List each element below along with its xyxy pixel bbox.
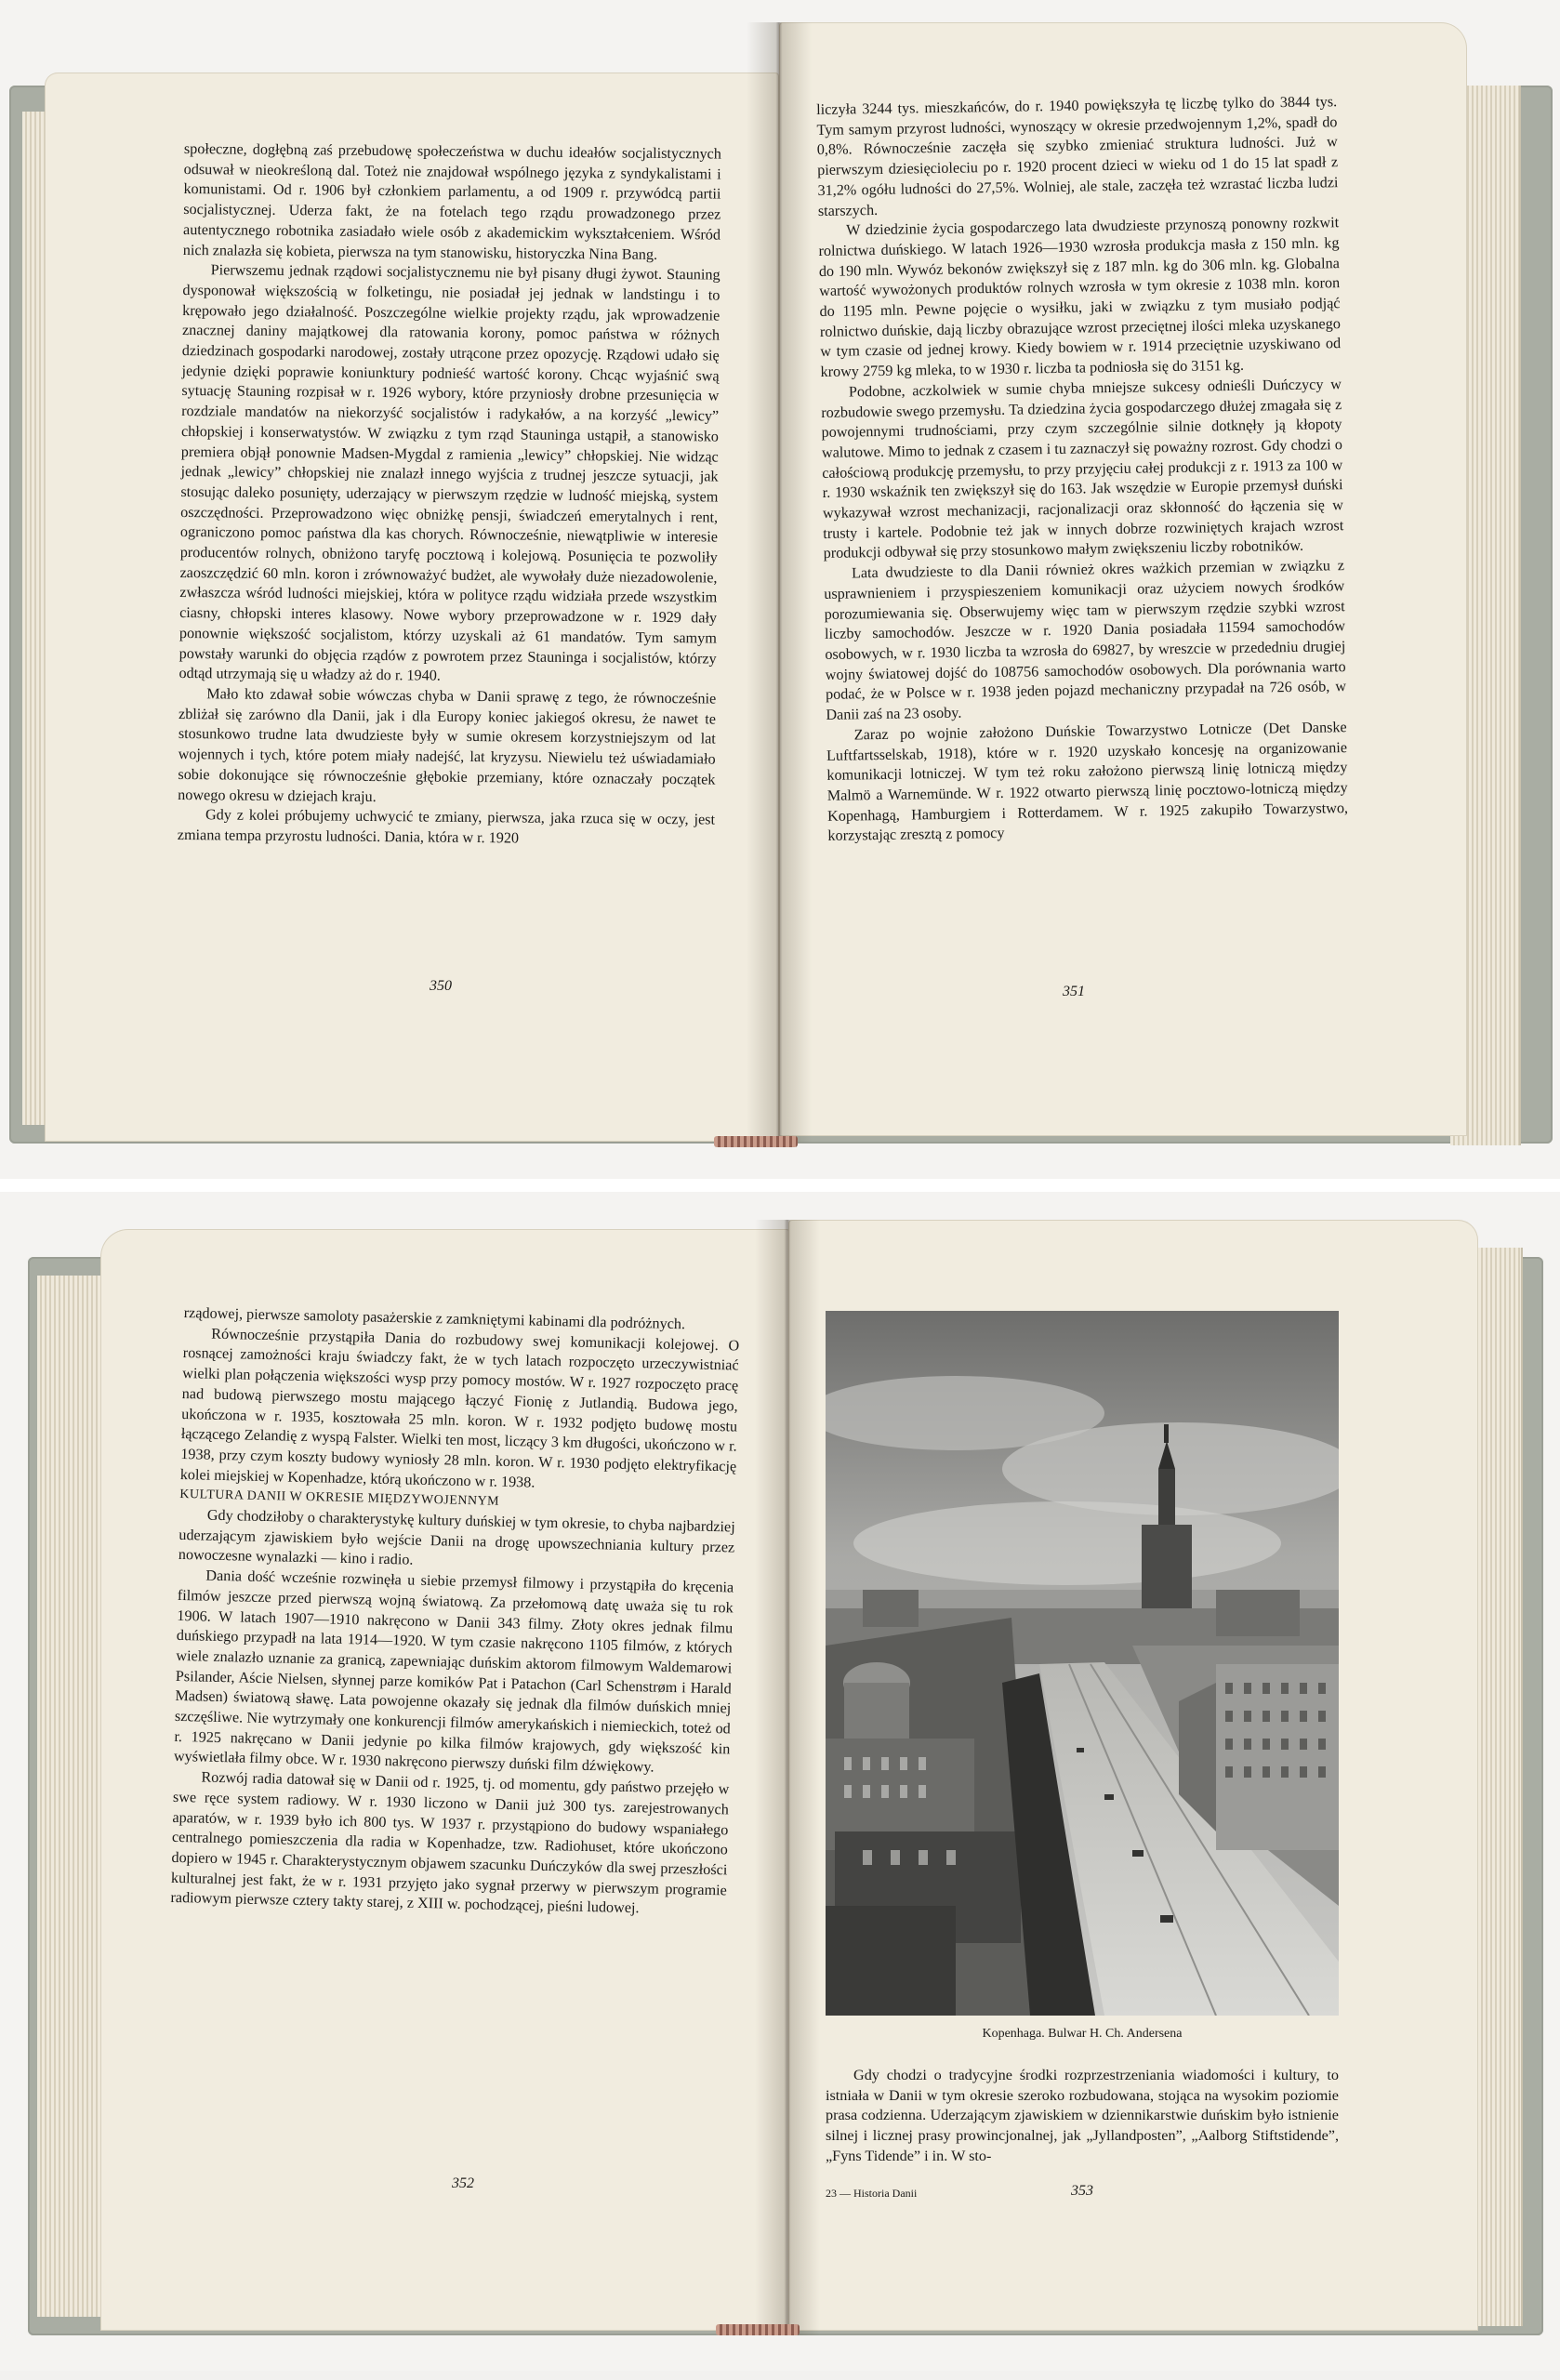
- section-heading: KULTURA DANII W OKRESIE MIĘDZYWOJENNYM: [179, 1488, 500, 1510]
- paragraph: Równocześnie przystąpiła Dania do rozbudowy swej komunikacji kolejowej. O rosnącej zamożności kraju świadczy fakt, że w tych latach rozpoczęto urzeczywistniać wielki plan połączenia większości wysp przy pomocy mostów. W r. 1927 rozpoczęto pracę nad budową pierwszego mostu mającego łączyć Fionię z Jutlandią. Budowa jego, ukończona w r. 1935, kosztowała 25 mln. koron. W r. 1932 podjęto budowę mostu łączącego Zelandię z wyspą Falster. Wielki ten most, liczący 3 km długości, ukończono w r. 1938, przy czym koszty budowy wyniosły 28 mln. koron. W r. 1930 podjęto elektryfikację kolei miejskiej w Kopenhadze, którą ukończono w r. 1938.: [179, 1325, 740, 1491]
- paragraph: Podobne, aczkolwiek w sumie chyba mniejsze sukcesy odnieśli Duńczycy w rozbudowie swego przemysłu. Ta dziedzina życia gospodarczego dłużej zmagała się z powojennymi trudnościami, przy czym szczególnie silnie dotknęły ją kłopoty walutowe. Mimo to jednak z czasem i tu zaznaczył się poważny rozrost. Gdy chodzi o całościową produkcję przemysłu, to przy przyjęciu całej produkcji z r. 1913 za 100 w r. 1930 wskaźnik ten zwiększył się do 163. Jak wszędzie w Europie przemysł duński wykazywał wzrost mechanizacji, racjonalizacji oraz skłonność do łączenia się w trusty i kartele. Podobnie też jak w innych dobrze rozwiniętych krajach wzrost produkcji odbywał się przy stosunkowo małym zwiększeniu liczby robotników.: [821, 376, 1344, 562]
- paragraph: Dania dość wcześnie rozwinęła u siebie przemysł filmowy i przystąpiła do kręcenia filmów jeszcze przed pierwszą wojną światową. Za przełomową datę uważa się tu rok 1906. W latach 1907—1910 nakręcono w Danii 343 filmy. Złoty okres jednak filmu duńskiego przypadł na lata 1914—1920. W tym czasie nakręcono 1105 filmów, z których wiele znalazło uznanie za granicą, zapewniając duńskim aktorom filmowym Waldemarowi Psilander, Aście Nielsen, słynnej parze komików Pat i Patachon (Carl Schenstrøm i Harald Madsen) światową sławę. Lata powojenne okazały się jednak dla filmów duńskich mniej szczęśliwe. Nie wytrzymały one konkurencji filmów amerykańskich i niemieckich, toteż od r. 1925 nakręcano w Danii jedynie po kilka filmów krajowych, gdy większość kin wyświetlała filmy obce. W r. 1930 nakręcono pierwszy duński film dźwiękowy.: [173, 1567, 734, 1777]
- spine-gutter: [747, 22, 812, 1143]
- left-page-text: [178, 139, 721, 851]
- book-spread-photo-1: [0, 0, 1560, 1179]
- page-number: 353: [1071, 2183, 1093, 2199]
- signature-mark: 23 — Historia Danii: [826, 2187, 918, 2200]
- paragraph: społeczne, dogłębną zaś przebudowę społeczeństwa w duchu ideałów socjalistycznych odsuwał w nieokreśloną dal. Toteż nie znajdował wspólnego języka z syndykalistami i komunistami. Od r. 1906 był członkiem parlamentu, a od 1909 r. przywódcą partii socjalistycznej. Uderza fakt, że na fotelach tego rządu prowadzonego przez autentycznego robotnika zasiadało wiele osób z akademickim wykształceniem. Wśród nich znalazła się kobieta, pierwsza na tym stanowisku, historyczka Nina Bang.: [182, 139, 721, 263]
- paragraph: Gdy chodzi o tradycyjne środki rozprzestrzeniania wiadomości i kultury, to istniała w Danii w tym okresie szeroko rozbudowana, stojąca na wysokim poziomie prasa codzienna. Uderzającym zjawiskiem w dziennikarstwie duńskim było istnienie silnej i licznej prasy prowincjonalnej, jak „Jyllandposten”, „Aalborg Stiftstidende”, „Fyns Tidende” i in. W sto-: [826, 2067, 1339, 2164]
- right-page-text: [816, 92, 1349, 847]
- paragraph: Rozwój radia datował się w Danii od r. 1925, tj. od momentu, gdy państwo przejęło w swe ręce system radiowy. W r. 1930 liczono w Danii już 300 tys. zarejestrowanych aparatów, w r. 1939 było ich 800 tys. W 1937 r. przystąpiono do budowy wspaniałego centralnego pomieszczenia dla radia w Kopenhadze, tzw. Radiohuset, które ukończono dopiero w 1945 r. Charakterystycznym objawem szacunku Duńczyków dla swej przeszłości kulturalnej jest fakt, że w r. 1931 przyjęto jako sygnał przerwy w pierwszym programie radiowym pierwsze cztery takty starej, z XIII w. pochodzącej, pieśni ludowej.: [170, 1768, 730, 1917]
- photo-caption: Kopenhaga. Bulwar H. Ch. Andersena: [982, 2027, 1183, 2041]
- left-page-text: [170, 1303, 740, 1921]
- page-number: 350: [430, 978, 452, 994]
- photo-divider: [0, 1179, 1560, 1192]
- photo-copenhagen-boulevard: [826, 1311, 1339, 2016]
- paragraph: Lata dwudzieste to dla Danii również okres ważkich przemian w związku z usprawnieniem i przyspieszeniem komunikacji oraz użyciem nowych środków porozumiewania się. Obserwujemy więc tam w pierwszym rzędzie szybki wzrost liczby samochodów. Jeszcze w r. 1920 Dania posiadała 11594 samochodów osobowych, w r. 1930 liczba ta wzrosła do 69827, by wreszcie w przededniu drugiej wojny światowej dojść do 108756 samochodów osobowych. Dla porównania warto podać, że w Polsce w r. 1938 jeden pojazd mechaniczny przypadał na 726 osób, w Danii zaś na 23 osoby.: [824, 557, 1347, 724]
- page-number: 351: [1063, 984, 1085, 999]
- page-number: 352: [452, 2175, 474, 2191]
- paragraph: Gdy chodziłoby o charakterystykę kultury duńskiej w tym okresie, to chyba najbardziej uderzającym zjawiskiem było wejście Danii na drogę upowszechniania kultury przez nowoczesne wynalazki — kino i radio.: [178, 1506, 735, 1569]
- book-spread-photo-2: [0, 1192, 1560, 2371]
- paragraph: rządowej, pierwsze samoloty pasażerskie z zamkniętymi kabinami dla podróżnych.: [183, 1303, 686, 1333]
- right-page-text: [826, 2066, 1339, 2167]
- paragraph: Mało kto zdawał sobie wówczas chyba w Danii sprawę z tego, że równocześnie zbliżał się zarówno dla Danii, jak i dla Europy koniec jakiegoś okresu, że nawet te stosunkowo trudne lata dwudzieste były w sumie okresem korzystniejszym od lat wojennych i tych, które potem miały nadejść, lat kryzysu. Niewielu też uświadamiało sobie dokonujące się równocześnie głębokie przemiany, które oznaczały początek nowego okresu w dziejach kraju.: [178, 685, 717, 805]
- paragraph: Gdy z kolei próbujemy uchwycić te zmiany, pierwsza, jaka rzuca się w oczy, jest zmiana tempa przyrostu ludności. Dania, która w r. 1920: [177, 806, 716, 847]
- paragraph: W dziedzinie życia gospodarczego lata dwudzieste przynoszą ponowny rozkwit rolnictwa duńskiego. W latach 1926—1930 wzrosła produkcja masła z 150 mln. kg do 190 mln. Wywóz bekonów zwiększył się z 187 mln. kg do 306 mln. kg. Globalna wartość wywożonych produktów rolnych wzrosła w tym okresie z 1038 mln. koron do 1195 mln. Pewne pojęcie o wysiłku, jaki w związku z tym musiało podjąć rolnictwo duńskie, dają liczby obrazujące wzrost przeciętnej ilości mleka uzyskanego w tym czasie od jednej krowy. Kiedy bowiem w r. 1914 przeciętnie uzyskiwano od krowy 2759 kg mleka, to w 1930 r. liczba ta podniosła się do 3151 kg.: [818, 214, 1342, 381]
- city-illustration: [826, 1311, 1339, 2016]
- bookmark-ribbon: [714, 1136, 798, 1147]
- paragraph: Pierwszemu jednak rządowi socjalistycznemu nie był pisany długi żywot. Stauning dysponował większością w folketingu, nie posiadał jej jednak w landstingu i to krępowało jego działalność. Poszczególne wielkie projekty rządu, jak wprowadzenie znacznej daniny majątkowej dla ratowania korony, pomoc państwa w różnych dziedzinach gospodarki narodowej, zostały utrącone przez opozycję. Rządowi udało się jedynie dzięki poprawie koniunktury podnieść wartość korony. Chcąc wyjaśnić swą sytuację Stauning rozpisał w r. 1926 wybory, które przyniosły drobne przesunięcia w rozdziale mandatów na niekorzyść socjalistów i radykałów, a na korzyść „lewicy” chłopskiej i konserwatystów. W związku z tym rząd Stauninga ustąpił, a stanowisko premiera objął ponownie Madsen-Mygdal z ramienia „lewicy” chłopskiej. Nie widząc jednak „lewicy” chłopskiej nie znalazł innego wyjścia z trudnej jeszcze sytuacji, jak stosując daleko posunięty, uderzający w pierwszym rzędzie w ludność miejską, system oszczędności. Przeprowadzono więc obniżkę pensji, świadczeń emerytalnych i rent, ograniczono pomoc państwa dla kas chorych. Równocześnie, niewątpliwie w interesie producentów rolnych, obniżono taryfę pocztową i kolejową. Posunięcia te pozwoliły zaoszczędzić 60 mln. koron i zrównoważyć budżet, ale wywołały duże niezadowolenie, zwłaszcza wśród ludności miejskiej, która w polityce rządu widziała przede wszystkim ciasny, chłopski interes klasowy. Nowe wybory przeprowadzone w r. 1929 dały ponownie większość socjalistom, którzy uzyskali aż 61 mandatów. Tym samym powstały warunki do objęcia rządów z powrotem przez Stauninga i socjalistów, którzy odtąd utrzymają się u władzy aż do r. 1940.: [178, 261, 721, 684]
- paragraph: liczyła 3244 tys. mieszkańców, do r. 1940 powiększyła tę liczbę tylko do 3844 tys. Tym samym przyrost ludności, wynoszący w okresie przedwojennym 1,2%, spadł do 0,8%. Równocześnie zaczęła się szybko zmieniać struktura ludności. Już w pierwszym dziesięcioleciu po r. 1920 procent dzieci w wieku od 1 do 15 lat spadł z 31,2% ogółu ludności do 27,5%. Wolniej, ale stale, zaczęła też wzrastać liczba ludzi starszych.: [816, 93, 1339, 219]
- paragraph: Zaraz po wojnie założono Duńskie Towarzystwo Lotnicze (Det Danske Luftfartsselskab, 1918), które w r. 1920 uzyskało koncesję na organizowanie komunikacji lotniczej. W tym też roku założono pierwszą linię lotniczą między Malmö a Warnemünde. W r. 1922 otwarto pierwszą linię pocztowo-lotniczą między Kopenhagą, Hamburgiem i Rotterdamem. W r. 1925 zakupiło Towarzystwo, korzystając zresztą z pomocy: [826, 718, 1349, 845]
- bookmark-ribbon: [716, 2324, 800, 2335]
- spine-gutter: [755, 1220, 820, 2335]
